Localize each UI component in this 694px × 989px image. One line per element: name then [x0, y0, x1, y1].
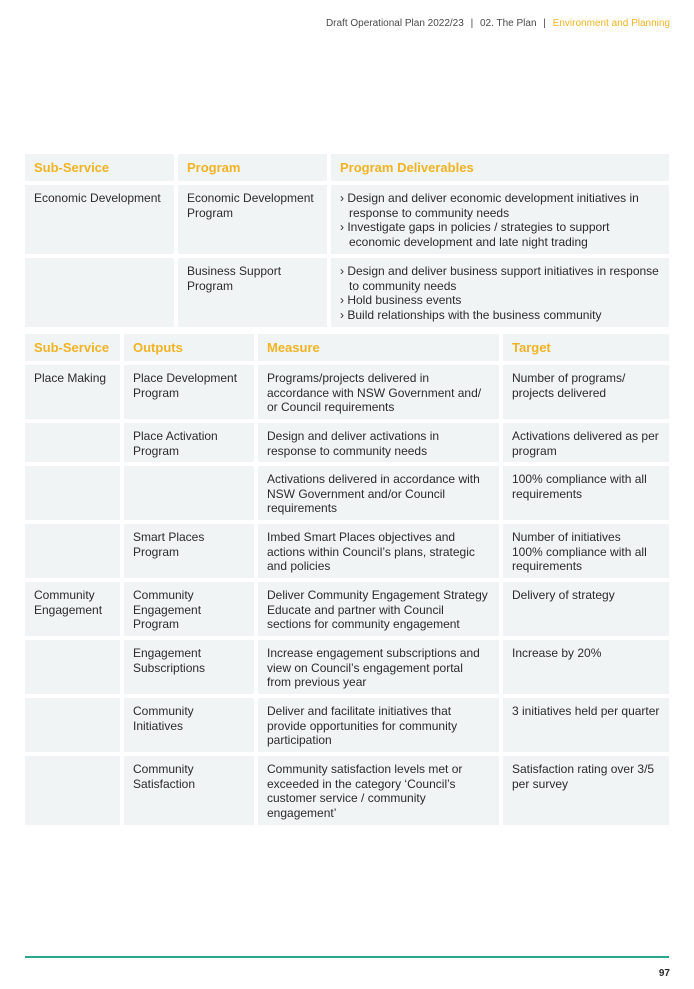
column-header: Measure — [258, 334, 499, 361]
measure-cell: Deliver and facilitate initiatives that provide opportunities for community participation — [258, 698, 499, 752]
empty-cell — [25, 756, 120, 825]
deliverable-item: › Design and deliver economic development initiatives in response to community needs — [340, 191, 660, 220]
target-cell: Number of programs/ projects delivered — [503, 365, 669, 419]
target-cell: Delivery of strategy — [503, 582, 669, 636]
measure-line: Deliver Community Engagement Strategy — [267, 588, 488, 602]
header-separator: | — [470, 18, 474, 29]
sub-service-cell: Place Making — [25, 365, 120, 419]
output-cell: Place Development Program — [124, 365, 254, 419]
table-header-row — [25, 154, 669, 181]
sub-service-cell: Community Engagement — [25, 582, 120, 636]
column-header: Program Deliverables — [331, 154, 669, 181]
output-cell: Community Initiatives — [124, 698, 254, 752]
measure-cell: Programs/projects delivered in accordance with NSW Government and/ or Council requirements — [258, 365, 499, 419]
footer-divider — [25, 956, 669, 958]
deliverables-cell — [331, 258, 669, 327]
table-row — [25, 185, 669, 254]
program-deliverables-table — [25, 154, 669, 331]
program-cell: Economic Development Program — [178, 185, 327, 254]
empty-cell — [124, 466, 254, 520]
empty-cell — [25, 258, 174, 327]
target-line: Number of initiatives — [512, 530, 621, 544]
empty-cell — [25, 698, 120, 752]
table-row — [25, 466, 669, 520]
measure-cell: Design and deliver activations in response to community needs — [258, 423, 499, 462]
column-header: Outputs — [124, 334, 254, 361]
measure-cell — [258, 582, 499, 636]
table-row — [25, 365, 669, 419]
table-row — [25, 524, 669, 578]
table-header-row — [25, 334, 669, 361]
measure-cell: Activations delivered in accordance with NSW Government and/or Council requirements — [258, 466, 499, 520]
document-title: Draft Operational Plan 2022/23 — [325, 18, 464, 29]
output-cell: Community Engagement Program — [124, 582, 254, 636]
empty-cell — [25, 466, 120, 520]
output-cell: Smart Places Program — [124, 524, 254, 578]
table-row — [25, 756, 669, 825]
empty-cell — [25, 524, 120, 578]
column-header: Target — [503, 334, 669, 361]
table-row — [25, 258, 669, 327]
deliverable-item: › Hold business events — [340, 293, 660, 308]
target-cell: 100% compliance with all requirements — [503, 466, 669, 520]
empty-cell — [25, 423, 120, 462]
target-cell: Activations delivered as per program — [503, 423, 669, 462]
section-title: 02. The Plan — [479, 18, 537, 29]
target-line: 100% compliance with all requirements — [512, 544, 647, 574]
target-cell: 3 initiatives held per quarter — [503, 698, 669, 752]
target-cell: Satisfaction rating over 3/5 per survey — [503, 756, 669, 825]
empty-cell — [25, 640, 120, 694]
deliverables-cell — [331, 185, 669, 254]
target-cell — [503, 524, 669, 578]
measure-cell: Imbed Smart Places objectives and actions within Council’s plans, strategic and policies — [258, 524, 499, 578]
sub-service-cell: Economic Development — [25, 185, 174, 254]
column-header: Sub-Service — [25, 334, 120, 361]
page-number: 97 — [658, 968, 670, 979]
output-cell: Engagement Subscriptions — [124, 640, 254, 694]
table-row — [25, 423, 669, 462]
measure-cell: Increase engagement subscriptions and view on Council’s engagement portal from previous year — [258, 640, 499, 694]
target-cell: Increase by 20% — [503, 640, 669, 694]
output-cell: Community Satisfaction — [124, 756, 254, 825]
program-cell: Business Support Program — [178, 258, 327, 327]
deliverable-item: › Design and deliver business support initiatives in response to community needs — [340, 264, 660, 293]
chapter-title: Environment and Planning — [552, 18, 670, 29]
table-row — [25, 582, 669, 636]
measure-line: Educate and partner with Council sections for community engagement — [267, 602, 460, 632]
column-header: Sub-Service — [25, 154, 174, 181]
header-separator: | — [543, 18, 546, 29]
measure-cell: Community satisfaction levels met or exceeded in the category ‘Council’s customer service / community engagement’ — [258, 756, 499, 825]
output-cell: Place Activation Program — [124, 423, 254, 462]
outputs-measures-table — [25, 334, 669, 829]
table-row — [25, 698, 669, 752]
column-header: Program — [178, 154, 327, 181]
table-row — [25, 640, 669, 694]
deliverable-item: › Investigate gaps in policies / strategies to support economic development and late night trading — [340, 220, 660, 249]
page-header — [326, 18, 670, 29]
deliverable-item: › Build relationships with the business community — [340, 308, 660, 323]
